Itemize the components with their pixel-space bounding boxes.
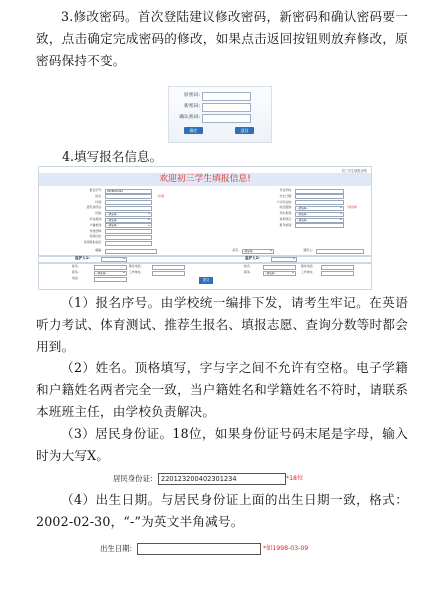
form-row bbox=[39, 240, 371, 245]
form-field-label: 户籍类别: bbox=[89, 222, 102, 227]
required-hint: *请选择 bbox=[347, 205, 357, 210]
guardian-field-label: 姓名: bbox=[244, 264, 251, 268]
confirm-password-input[interactable] bbox=[202, 114, 251, 123]
postcode-input[interactable] bbox=[105, 249, 157, 254]
new-password-row bbox=[169, 103, 271, 112]
form-field-label: 政治面貌: bbox=[279, 205, 292, 210]
id-card-hint: *18位 bbox=[286, 475, 304, 482]
form-field-label: 姓名: bbox=[95, 193, 102, 198]
form-input[interactable] bbox=[105, 235, 152, 240]
para-registration-number: （1）报名序号。由学校统一编排下发，请考生牢记。在英语听力考试、体育测试、推荐生报名、填报志愿、查询分数等时都会用到。 bbox=[36, 295, 408, 354]
form-field-label: 居民身份证: bbox=[86, 205, 102, 210]
form-row bbox=[39, 205, 371, 210]
change-password-panel bbox=[168, 86, 272, 143]
guardian-select[interactable]: --请选择-- bbox=[263, 271, 296, 276]
form-row bbox=[39, 211, 371, 216]
required-hint: *必填 bbox=[157, 193, 164, 198]
form-select[interactable]: --请选择-- bbox=[105, 223, 152, 228]
form-row bbox=[39, 200, 371, 205]
guardian-field-label: 联系电话: bbox=[301, 264, 314, 268]
form-field-label: 家庭联系电话: bbox=[83, 240, 102, 245]
form-select[interactable]: --请选择-- bbox=[105, 212, 152, 217]
id-card-input[interactable]: 220123200402301234 bbox=[158, 473, 286, 485]
form-field-label: 报考类别: bbox=[279, 222, 292, 227]
form-select[interactable]: --请选择-- bbox=[295, 218, 344, 223]
ok-button[interactable]: 确定 bbox=[184, 127, 203, 134]
form-field-label: 性别: bbox=[95, 199, 102, 204]
form-field-label: 报名序号: bbox=[89, 188, 102, 192]
form-field-label: 毕业类别: bbox=[89, 217, 102, 221]
contact-row bbox=[39, 248, 371, 253]
birth-date-field-example bbox=[95, 541, 341, 557]
guardian-field-label: 职务: bbox=[244, 270, 251, 274]
postcode-label: 邮编: bbox=[95, 248, 102, 252]
form-field-label: 出生日期: bbox=[279, 193, 292, 198]
id-card-field-example bbox=[99, 472, 305, 486]
form-input[interactable] bbox=[105, 229, 152, 234]
form-input[interactable] bbox=[295, 189, 344, 194]
guardian-field-label: 工作单位: bbox=[301, 270, 314, 274]
form-select[interactable]: --请选择-- bbox=[105, 218, 152, 223]
guardian-select[interactable]: --请选择-- bbox=[94, 271, 127, 276]
contact-person-input[interactable] bbox=[316, 249, 364, 254]
form-row bbox=[39, 217, 371, 222]
para-birth-date: （4）出生日期。与居民身份证上面的出生日期一致，格式：2002-02-30，“-”为英文半角减号。 bbox=[36, 492, 408, 529]
guardian-input[interactable] bbox=[94, 265, 127, 270]
form-select[interactable]: --请选择-- bbox=[295, 212, 344, 217]
guardian2-relation-select[interactable] bbox=[271, 257, 297, 262]
old-password-row bbox=[169, 92, 271, 101]
id-card-label: 居民身份证: bbox=[113, 474, 153, 483]
form-field-label: 民族: bbox=[95, 211, 102, 216]
form-field-label: 毕业学校: bbox=[279, 188, 292, 192]
guardian-field-label: 联系电话: bbox=[129, 264, 142, 268]
form-input[interactable] bbox=[105, 241, 152, 246]
guardian2-heading: 监护人2: bbox=[245, 256, 260, 260]
guardian-input[interactable] bbox=[321, 265, 354, 270]
form-select[interactable]: --请选择-- bbox=[295, 206, 344, 211]
flag-select[interactable]: --请选择-- bbox=[242, 249, 274, 254]
new-password-label: 新密码: bbox=[183, 104, 200, 109]
form-input[interactable] bbox=[295, 223, 344, 228]
birth-date-input[interactable] bbox=[137, 543, 261, 555]
form-title: 欢迎初三学生填报信息! bbox=[39, 173, 371, 186]
back-button[interactable]: 返回 bbox=[235, 127, 254, 134]
guardian1-relation-select[interactable] bbox=[101, 257, 127, 262]
submit-button[interactable]: 提交 bbox=[199, 277, 213, 284]
birth-date-label: 出生日期: bbox=[100, 544, 133, 553]
confirm-password-row bbox=[169, 114, 271, 123]
form-row bbox=[39, 188, 371, 193]
form-input[interactable]: 2018010401 bbox=[105, 189, 152, 194]
form-field-label: 家庭住址: bbox=[89, 234, 102, 239]
form-input[interactable] bbox=[295, 194, 344, 199]
form-field-label: 体育项目: bbox=[279, 217, 292, 221]
form-help-link[interactable]: 初三学生填报说明 bbox=[341, 169, 367, 173]
form-field-label: 户口所在地: bbox=[276, 199, 292, 204]
new-password-input[interactable] bbox=[202, 103, 251, 112]
form-row bbox=[39, 194, 371, 199]
guardian-input[interactable] bbox=[321, 271, 354, 276]
guardian-field-label: 电话: bbox=[72, 276, 79, 280]
contact-person-label: 通讯人: bbox=[303, 248, 313, 252]
guardian-input[interactable] bbox=[152, 265, 185, 270]
confirm-password-label: 确认密码: bbox=[179, 115, 200, 120]
guardian-field-label: 职务: bbox=[72, 270, 79, 274]
form-field-label: 外语语种: bbox=[89, 228, 102, 233]
guardian1-heading: 监护人1: bbox=[75, 256, 90, 260]
guardian-input[interactable] bbox=[152, 271, 185, 276]
registration-form bbox=[38, 166, 372, 290]
flag-label: 是否: bbox=[232, 248, 239, 252]
form-row bbox=[39, 223, 371, 228]
step4-heading: 4.填写报名信息。 bbox=[62, 149, 163, 164]
form-row bbox=[39, 229, 371, 234]
guardian-field-label: 姓名: bbox=[72, 264, 79, 268]
guardian-input[interactable] bbox=[94, 277, 127, 282]
para-name: （2）姓名。顶格填写，字与字之间不允许有空格。电子学籍和户籍姓名两者完全一致，当户籍姓名和学籍姓名不符时，请联系本班班主任，由学校负责解决。 bbox=[36, 360, 408, 419]
form-row bbox=[39, 234, 371, 239]
step3-paragraph: 3.修改密码。首次登陆建议修改密码，新密码和确认密码要一致，点击确定完成密码的修改，如果点击返回按钮则放弃修改，原密码保持不变。 bbox=[36, 9, 408, 68]
guardian-input[interactable] bbox=[263, 265, 296, 270]
guardian-field-label: 工作单位: bbox=[129, 270, 142, 274]
form-input[interactable] bbox=[295, 200, 344, 205]
para-id-card: （3）居民身份证。18位，如果身份证号码末尾是字母，输入时为大写X。 bbox=[36, 426, 408, 463]
birth-date-hint: *如1998-03-09 bbox=[263, 545, 309, 552]
old-password-label: 原密码: bbox=[183, 93, 200, 98]
form-field-label: 考生类别: bbox=[279, 211, 292, 216]
old-password-input[interactable] bbox=[202, 92, 251, 101]
